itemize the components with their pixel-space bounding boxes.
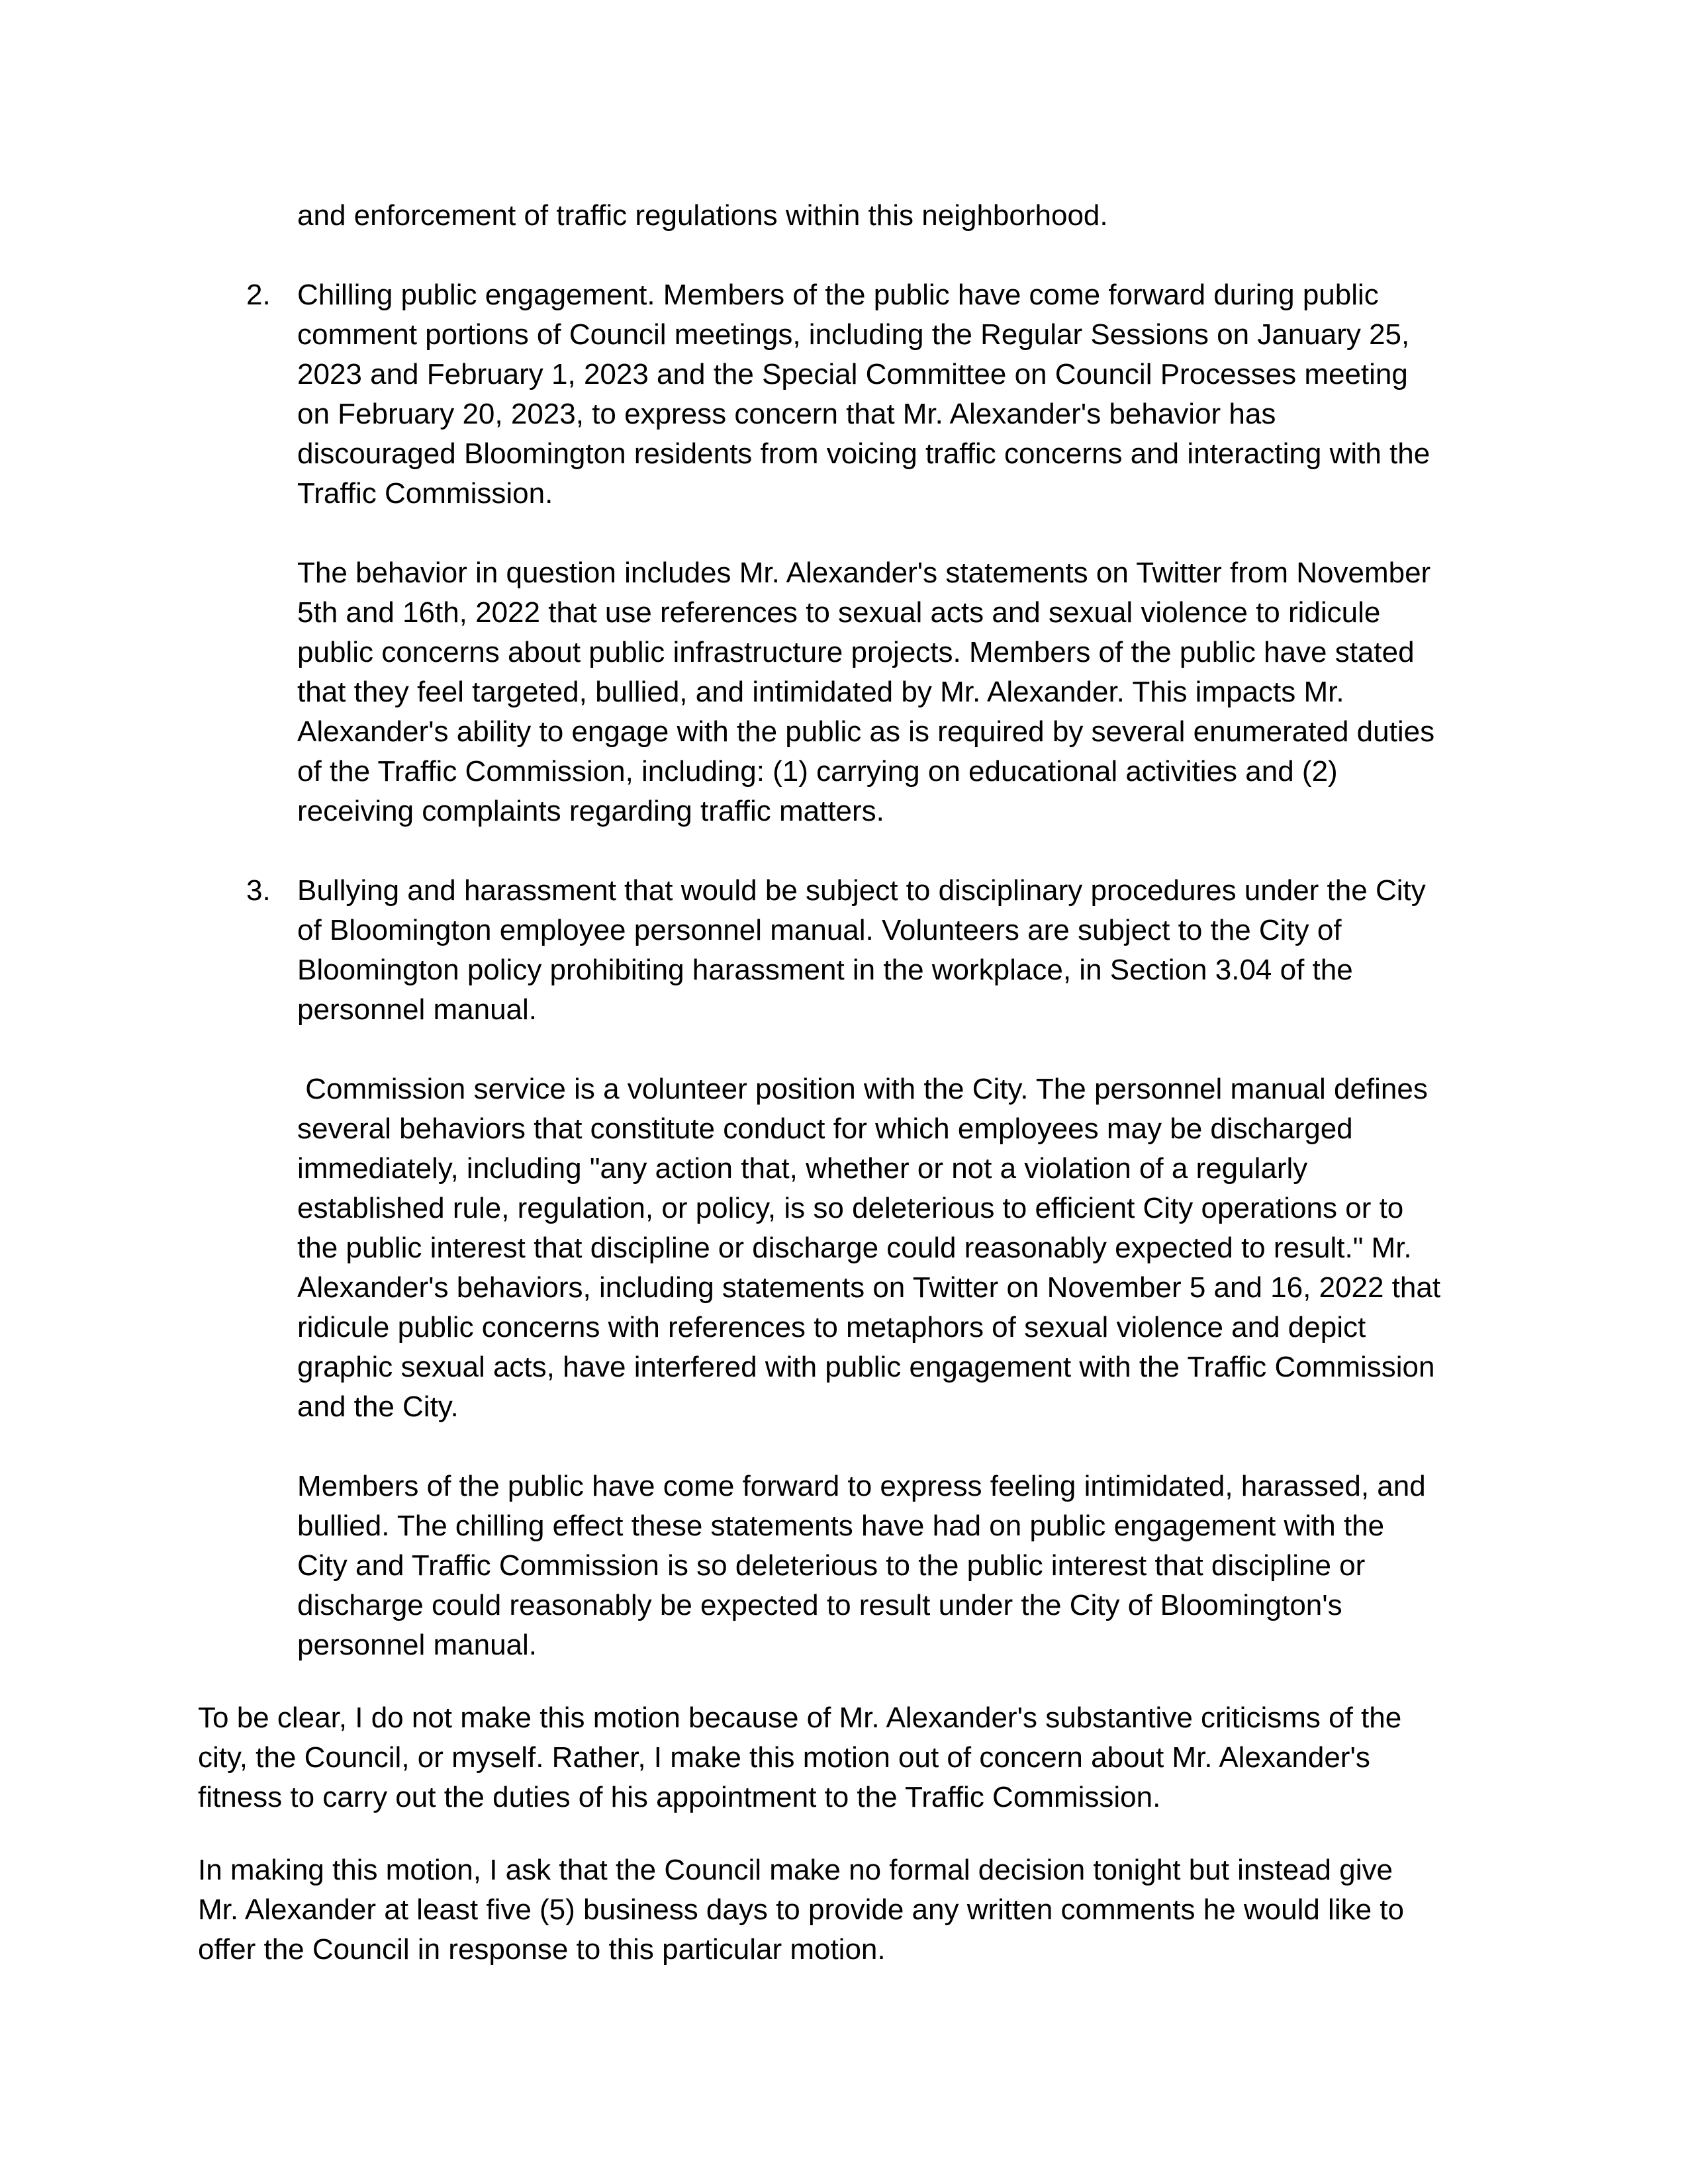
item3-para3-line: personnel manual. — [297, 1629, 538, 1661]
item2-para2-line: receiving complaints regarding traffic matters. — [297, 795, 884, 827]
item2-line: comment portions of Council meetings, including the Regular Sessions on January 25, — [297, 318, 1410, 351]
closing1-line: city, the Council, or myself. Rather, I make this motion out of concern about Mr. Alexander's — [198, 1741, 1370, 1774]
item2-para2-line: that they feel targeted, bullied, and intimidated by Mr. Alexander. This impacts Mr. — [297, 676, 1344, 708]
closing2-line: In making this motion, I ask that the Council make no formal decision tonight but instead give — [198, 1854, 1393, 1886]
item3-para2-line: established rule, regulation, or policy, is so deleterious to efficient City operations or to — [297, 1192, 1404, 1224]
item3-para3-line: City and Traffic Commission is so deleterious to the public interest that discipline or — [297, 1549, 1366, 1582]
item3-line: of Bloomington employee personnel manual. Volunteers are subject to the City of — [297, 914, 1342, 946]
item3-para2-line: and the City. — [297, 1390, 459, 1423]
item3-para2-line: ridicule public concerns with references to metaphors of sexual violence and depict — [297, 1311, 1366, 1343]
item3-para2-line: graphic sexual acts, have interfered with public engagement with the Traffic Commission — [297, 1351, 1435, 1383]
closing1-line: To be clear, I do not make this motion because of Mr. Alexander's substantive criticisms of the — [198, 1702, 1402, 1734]
item2-line: 2023 and February 1, 2023 and the Special Committee on Council Processes meeting — [297, 358, 1408, 390]
closing1-line: fitness to carry out the duties of his appointment to the Traffic Commission. — [198, 1781, 1161, 1813]
item3-para3-line: bullied. The chilling effect these statements have had on public engagement with the — [297, 1510, 1385, 1542]
item2-para2-line: public concerns about public infrastructure projects. Members of the public have stated — [297, 636, 1415, 668]
list-number-2: 2. — [246, 279, 271, 311]
item2-line: on February 20, 2023, to express concern that Mr. Alexander's behavior has — [297, 398, 1276, 430]
item3-para2-line: the public interest that discipline or discharge could reasonably expected to result." Mr. — [297, 1232, 1412, 1264]
item2-line: Chilling public engagement. Members of the public have come forward during public — [297, 279, 1379, 311]
item3-para2-line: Alexander's behaviors, including statements on Twitter on November 5 and 16, 2022 that — [297, 1271, 1441, 1304]
item3-line: Bullying and harassment that would be subject to disciplinary procedures under the City — [297, 874, 1426, 907]
item3-para3-line: Members of the public have come forward to express feeling intimidated, harassed, and — [297, 1470, 1426, 1502]
item2-para2-line: of the Traffic Commission, including: (1) carrying on educational activities and (2) — [297, 755, 1338, 788]
closing2-line: offer the Council in response to this particular motion. — [198, 1933, 886, 1966]
item3-line: Bloomington policy prohibiting harassment in the workplace, in Section 3.04 of the — [297, 954, 1353, 986]
continuation-line: and enforcement of traffic regulations within this neighborhood. — [297, 199, 1108, 232]
item2-para2-line: 5th and 16th, 2022 that use references to sexual acts and sexual violence to ridicule — [297, 596, 1381, 629]
item2-para2-line: Alexander's ability to engage with the public as is required by several enumerated duties — [297, 715, 1435, 748]
item3-para2-line: immediately, including "any action that, whether or not a violation of a regularly — [297, 1152, 1308, 1185]
closing2-line: Mr. Alexander at least five (5) business days to provide any written comments he would like to — [198, 1893, 1404, 1926]
item3-para2-line: several behaviors that constitute conduct for which employees may be discharged — [297, 1113, 1353, 1145]
item2-line: discouraged Bloomington residents from voicing traffic concerns and interacting with the — [297, 437, 1430, 470]
item3-line: personnel manual. — [297, 993, 538, 1026]
item2-para2-line: The behavior in question includes Mr. Alexander's statements on Twitter from November — [297, 557, 1431, 589]
item3-para2-line: Commission service is a volunteer position with the City. The personnel manual defines — [297, 1073, 1428, 1105]
item2-line: Traffic Commission. — [297, 477, 553, 510]
list-number-3: 3. — [246, 874, 271, 907]
item3-para3-line: discharge could reasonably be expected to result under the City of Bloomington's — [297, 1589, 1342, 1621]
